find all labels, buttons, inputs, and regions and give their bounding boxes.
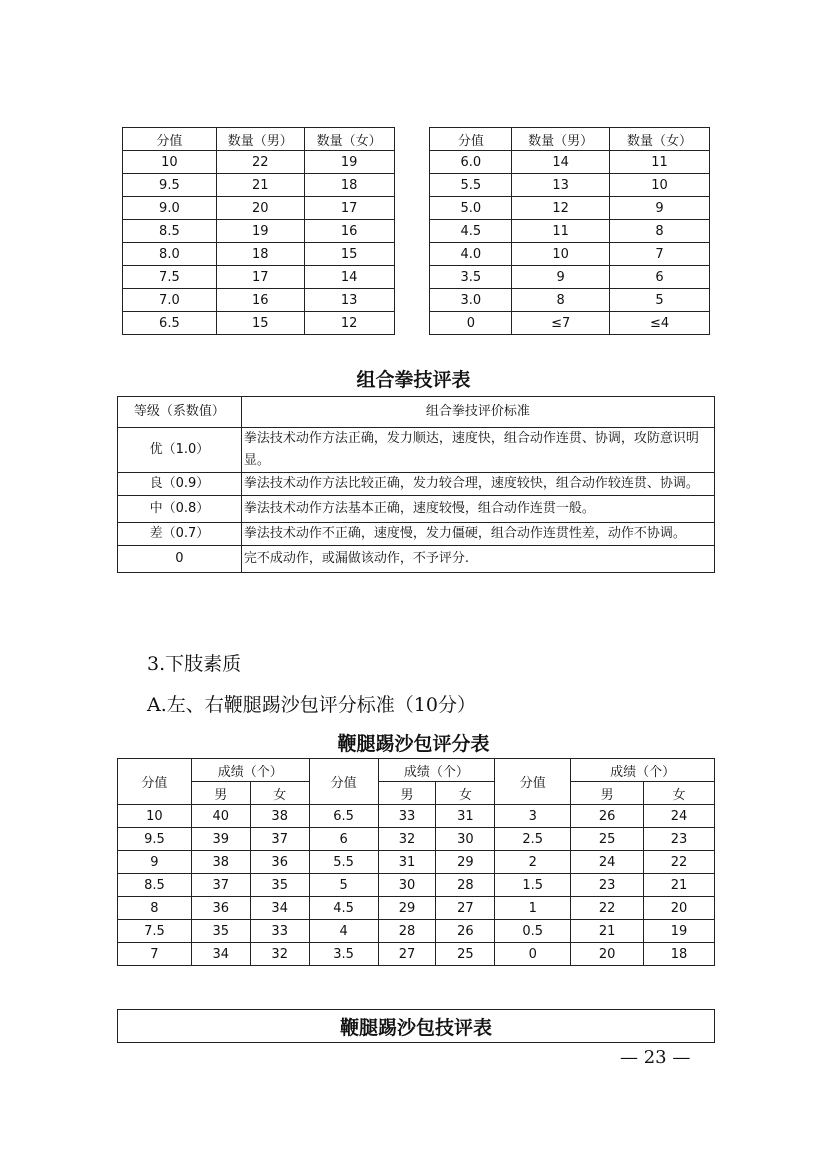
table-row [118,874,715,897]
score-header: 分值 [495,759,571,805]
table-cell: 3.5 [430,266,512,289]
table-cell: 33 [378,805,436,828]
table-header-row [118,397,715,428]
table-cell: 21 [216,174,304,197]
table-cell: 2.5 [495,828,571,851]
table-cell: 33 [250,920,309,943]
table-cell: 4.5 [309,897,378,920]
table-cell: 12 [304,312,394,335]
table-cell: 18 [304,174,394,197]
table-row [118,1010,715,1043]
table-cell: 7.5 [118,920,192,943]
table-cell: 3 [495,805,571,828]
female-header: 女 [436,782,495,805]
table-cell: 19 [644,920,715,943]
kick-table-title: 鞭腿踢沙包评分表 [337,733,490,755]
table-cell: 22 [571,897,644,920]
table-cell: 7.5 [123,266,217,289]
table-header-cell: 分值 [430,128,512,151]
result-header: 成绩（个） [378,759,495,782]
table-cell: 3.5 [309,943,378,966]
table-cell: 19 [304,151,394,174]
table-cell: 17 [304,197,394,220]
result-header: 成绩（个） [191,759,309,782]
table-cell: 20 [644,897,715,920]
grade-cell: 中（0.8） [118,496,242,523]
table-cell: 26 [571,805,644,828]
table-cell: 24 [571,851,644,874]
table-header-row [118,759,715,782]
table-cell: 11 [512,220,610,243]
table-cell: 4 [309,920,378,943]
table-cell: 10 [512,243,610,266]
table-cell: 3.0 [430,289,512,312]
table-row [118,920,715,943]
table-header-cell: 等级（系数值） [118,397,242,428]
table-cell: 9.5 [118,828,192,851]
table-cell: 9.5 [123,174,217,197]
table-header-cell: 组合拳技评价标准 [241,397,714,428]
table-cell: 38 [191,851,250,874]
table-cell: 4.5 [430,220,512,243]
page-number: — 23 — [620,1047,691,1068]
table-cell: 5 [610,289,710,312]
table-cell: 36 [191,897,250,920]
table-row [118,546,715,573]
table-row [118,828,715,851]
table-cell: 35 [191,920,250,943]
table-cell: 8 [610,220,710,243]
table-cell: 18 [216,243,304,266]
table-cell: 29 [378,897,436,920]
table-cell: 6.0 [430,151,512,174]
table-header-cell: 分值 [123,128,217,151]
table-cell: 8.5 [123,220,217,243]
table-cell: 27 [378,943,436,966]
table-cell: 17 [216,266,304,289]
table-row [118,473,715,496]
table-cell: 15 [216,312,304,335]
table-cell: 12 [512,197,610,220]
table-cell: 31 [378,851,436,874]
table-header-row [123,128,710,151]
table-cell: 29 [436,851,495,874]
male-header: 男 [191,782,250,805]
table-cell: 9 [512,266,610,289]
table-cell: 8 [118,897,192,920]
score-table [122,127,710,335]
table-cell: 9 [610,197,710,220]
table-cell: 5.5 [430,174,512,197]
male-header: 男 [571,782,644,805]
table-row [118,897,715,920]
table-cell: 10 [610,174,710,197]
criteria-cell: 拳法技术动作方法基本正确，速度较慢，组合动作连贯一般。 [241,496,714,523]
table-cell: 7 [118,943,192,966]
table-cell: 20 [216,197,304,220]
table-row [118,805,715,828]
table-cell: 24 [644,805,715,828]
table-header-cell: 数量（女） [610,128,710,151]
table-cell: 28 [436,874,495,897]
table-cell: 39 [191,828,250,851]
table-cell: 8 [512,289,610,312]
table-cell: 18 [644,943,715,966]
male-header: 男 [378,782,436,805]
grade-cell: 差（0.7） [118,523,242,546]
criteria-cell: 完不成动作，或漏做该动作，不予评分. [241,546,714,573]
combo-evaluation-table [117,396,715,573]
score-header: 分值 [118,759,192,805]
table-header-cell: 数量（男） [216,128,304,151]
table-cell: 13 [512,174,610,197]
table-header-row [118,782,715,805]
table-header-cell: 数量（男） [512,128,610,151]
table-cell: 5.0 [430,197,512,220]
table-cell: 14 [512,151,610,174]
table-cell: 9.0 [123,197,217,220]
table-row [118,428,715,473]
table-cell: 38 [250,805,309,828]
table-cell: 16 [216,289,304,312]
table-cell: 5.5 [309,851,378,874]
table-cell: 34 [250,897,309,920]
table-cell: 5 [309,874,378,897]
table-cell: 0 [495,943,571,966]
table-cell: 0.5 [495,920,571,943]
table-cell: 2 [495,851,571,874]
table-cell: 30 [378,874,436,897]
table-cell: 15 [304,243,394,266]
score-header: 分值 [309,759,378,805]
table-cell: 22 [216,151,304,174]
table-cell: 25 [571,828,644,851]
table-row [118,523,715,546]
table-cell: 25 [436,943,495,966]
kick-tech-table [117,1009,715,1043]
grade-cell: 优（1.0） [118,428,242,473]
table-cell: 9 [118,851,192,874]
female-header: 女 [644,782,715,805]
table-cell: 7 [610,243,710,266]
table-gap [394,128,430,335]
table-cell: 23 [644,828,715,851]
table-cell: 21 [644,874,715,897]
table-cell: 13 [304,289,394,312]
table-cell: 37 [250,828,309,851]
table-cell: 20 [571,943,644,966]
table-cell: 23 [571,874,644,897]
table-cell: 10 [118,805,192,828]
criteria-cell: 拳法技术动作不正确，速度慢，发力僵硬，组合动作连贯性差，动作不协调。 [241,523,714,546]
table-cell: 16 [304,220,394,243]
kick-tech-title: 鞭腿踢沙包技评表 [118,1010,715,1043]
table-cell: 34 [191,943,250,966]
table-header-cell: 数量（女） [304,128,394,151]
subsection-heading: A.左、右鞭腿踢沙包评分标准（10分） [147,694,476,716]
table-row [118,943,715,966]
criteria-cell: 拳法技术动作方法比较正确，发力较合理，速度较快，组合动作较连贯、协调。 [241,473,714,496]
table-cell: 10 [123,151,217,174]
table-cell: ≤4 [610,312,710,335]
table-row [118,496,715,523]
table-cell: 14 [304,266,394,289]
table-cell: 36 [250,851,309,874]
grade-cell: 良（0.9） [118,473,242,496]
criteria-cell: 拳法技术动作方法正确，发力顺达，速度快，组合动作连贯、协调，攻防意识明显。 [241,428,714,473]
table-cell: 21 [571,920,644,943]
section-heading: 3.下肢素质 [147,653,242,675]
table-cell: ≤7 [512,312,610,335]
table-cell: 1.5 [495,874,571,897]
table-cell: 40 [191,805,250,828]
table-cell: 19 [216,220,304,243]
result-header: 成绩（个） [571,759,715,782]
table-cell: 22 [644,851,715,874]
table-cell: 27 [436,897,495,920]
grade-cell: 0 [118,546,242,573]
table-cell: 28 [378,920,436,943]
table-row [118,851,715,874]
table-cell: 30 [436,828,495,851]
table-cell: 11 [610,151,710,174]
table-cell: 7.0 [123,289,217,312]
female-header: 女 [250,782,309,805]
table-cell: 26 [436,920,495,943]
table-cell: 32 [378,828,436,851]
table-cell: 4.0 [430,243,512,266]
table-cell: 8.0 [123,243,217,266]
kick-score-table [117,758,715,966]
table-cell: 6 [309,828,378,851]
table-cell: 6.5 [123,312,217,335]
table-cell: 8.5 [118,874,192,897]
table-cell: 0 [430,312,512,335]
table-cell: 31 [436,805,495,828]
table-cell: 32 [250,943,309,966]
table-cell: 6 [610,266,710,289]
table-cell: 37 [191,874,250,897]
table-cell: 35 [250,874,309,897]
combo-table-title: 组合拳技评表 [356,369,471,391]
table-cell: 6.5 [309,805,378,828]
table-cell: 1 [495,897,571,920]
